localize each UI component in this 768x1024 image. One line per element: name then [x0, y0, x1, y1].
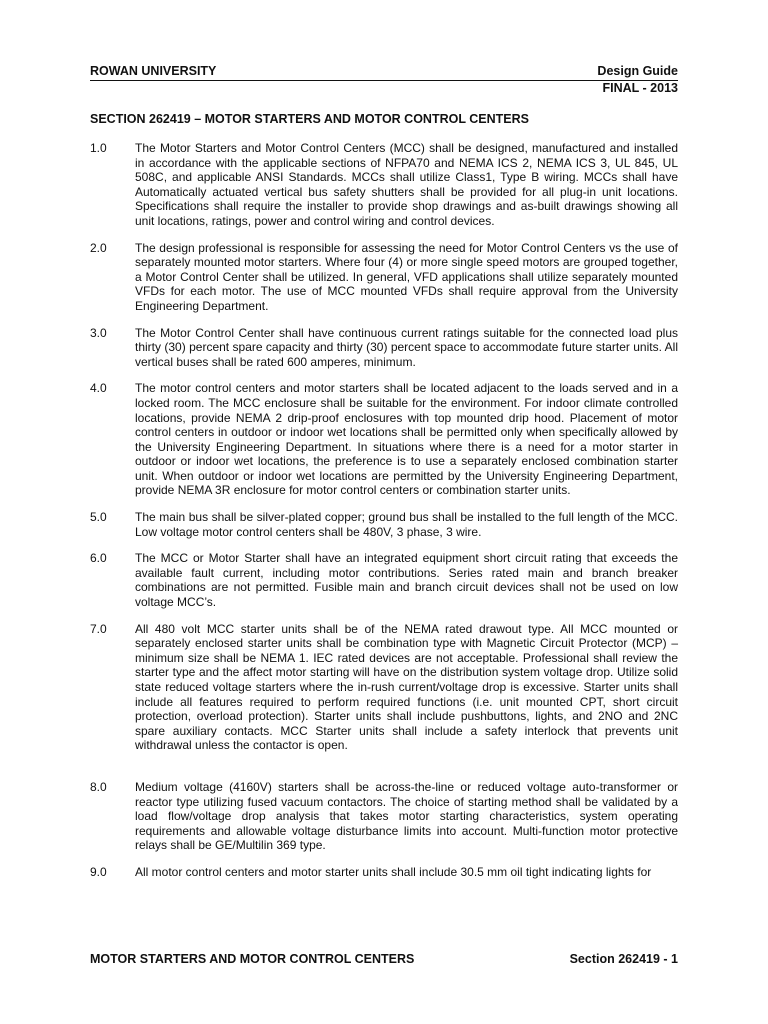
- footer-page-number: Section 262419 - 1: [569, 952, 678, 966]
- paragraph-number: 1.0: [90, 141, 107, 155]
- paragraph-number: 3.0: [90, 325, 107, 340]
- paragraph-number: 2.0: [90, 240, 107, 255]
- paragraph-text: The design professional is responsible for assessing the need for Motor Control Centers vs the use of separately mounted motor starters. Where four (4) or more single speed motors are grouped together, a Motor Control Center shall be utilized. In general, VFD applications shall utilize separately mounted VFDs for each motor. The use of MCC mounted VFDs shall require approval from the University Engineering Department.: [135, 240, 678, 313]
- paragraph-9: [90, 865, 678, 880]
- paragraph-7: [90, 622, 678, 753]
- section-title: SECTION 262419 – MOTOR STARTERS AND MOTOR CONTROL CENTERS: [90, 112, 529, 126]
- header-institution: ROWAN UNIVERSITY: [90, 64, 217, 78]
- paragraph-number: 9.0: [90, 864, 107, 879]
- paragraph-text: The Motor Starters and Motor Control Centers (MCC) shall be designed, manufactured and installed in accordance with the applicable sections of NFPA70 and NEMA ICS 2, NEMA ICS 3, UL 845, UL 508C, and applicable ANSI Standards. MCCs shall utilize Class1, Type B wiring. MCCs shall have Automatically actuated vertical bus safety shutters shall be provided for all plug-in unit locations. Specifications shall require the installer to provide shop drawings and as-built drawings showing all unit locations, ratings, power and control wiring and control devices.: [135, 141, 678, 228]
- paragraph-list: [90, 141, 678, 880]
- paragraph-text: All motor control centers and motor starter units shall include 30.5 mm oil tight indicating lights for: [135, 864, 652, 879]
- paragraph-3: [90, 326, 678, 370]
- paragraph-number: 6.0: [90, 551, 107, 566]
- paragraph-number: 7.0: [90, 621, 107, 636]
- paragraph-text: The MCC or Motor Starter shall have an integrated equipment short circuit rating that exceeds the available fault current, including motor contributions. Series rated main and branch breaker combinations are not permitted. Fusible main and branch circuit devices shall not be used on low voltage MCC’s.: [135, 551, 678, 610]
- paragraph-text: The motor control centers and motor starters shall be located adjacent to the loads served and in a locked room. The MCC enclosure shall be suitable for the environment. For indoor climate controlled locations, provide NEMA 2 drip-proof enclosures with top mounted drip hood. Placement of motor control centers in outdoor or indoor wet locations shall be permitted only when specifically allowed by the University Engineering Department. In situations where there is a need for a motor starter in outdoor or indoor wet locations, the preference is to use a separately enclosed combination starter unit. When outdoor or indoor wet locations are permitted by the University Engineering Department, provide NEMA 3R enclosure for motor control centers or combination starter units.: [135, 381, 678, 498]
- paragraph-number: 4.0: [90, 381, 107, 396]
- paragraph-6: [90, 551, 678, 609]
- paragraph-4: [90, 381, 678, 498]
- paragraph-2: [90, 241, 678, 314]
- paragraph-8: [90, 780, 678, 853]
- paragraph-number: 5.0: [90, 510, 107, 525]
- paragraph-1: [90, 141, 678, 229]
- paragraph-number: 8.0: [90, 779, 107, 794]
- page-footer: [90, 952, 678, 967]
- header-doc-type: Design Guide: [597, 64, 678, 78]
- paragraph-5: [90, 510, 678, 539]
- paragraph-text: The main bus shall be silver-plated copper; ground bus shall be installed to the full length of the MCC. Low voltage motor control centers shall be 480V, 3 phase, 3 wire.: [135, 510, 678, 539]
- header-status: FINAL - 2013: [602, 81, 678, 95]
- paragraph-text: The Motor Control Center shall have continuous current ratings suitable for the connected load plus thirty (30) percent spare capacity and thirty (30) percent space to accommodate future starter units. All vertical buses shall be rated 600 amperes, minimum.: [135, 325, 678, 369]
- paragraph-text: All 480 volt MCC starter units shall be of the NEMA rated drawout type. All MCC mounted or separately enclosed starter units shall be combination type with Magnetic Circuit Protector (MCP) – minimum size shall be NEMA 1. IEC rated devices are not acceptable. Professional shall review the starter type and the affect motor starting will have on the distribution system voltage drop. Utilize solid state reduced voltage starters where the in-rush current/voltage drop is excessive. Starter units shall include all features required to perform required functions (i.e. unit mounted CPT, short circuit protection, overload protection). Starter units shall include pushbuttons, lights, and 2NO and 2NC spare auxiliary contacts. MCC Starter units shall include a safety interlock that prevents unit withdrawal unless the contactor is open.: [135, 621, 678, 753]
- paragraph-text: Medium voltage (4160V) starters shall be across-the-line or reduced voltage auto-transformer or reactor type utilizing fused vacuum contactors. The choice of starting method shall be validated by a load flow/voltage drop analysis that takes motor starting characteristics, system operating requirements and allowable voltage disturbance limits into account. Multi-function motor protective relays shall be GE/Multilin 369 type.: [135, 779, 678, 853]
- footer-section-name: MOTOR STARTERS AND MOTOR CONTROL CENTERS: [90, 952, 415, 966]
- header-rule-row: [90, 64, 678, 81]
- page-header: [90, 64, 678, 96]
